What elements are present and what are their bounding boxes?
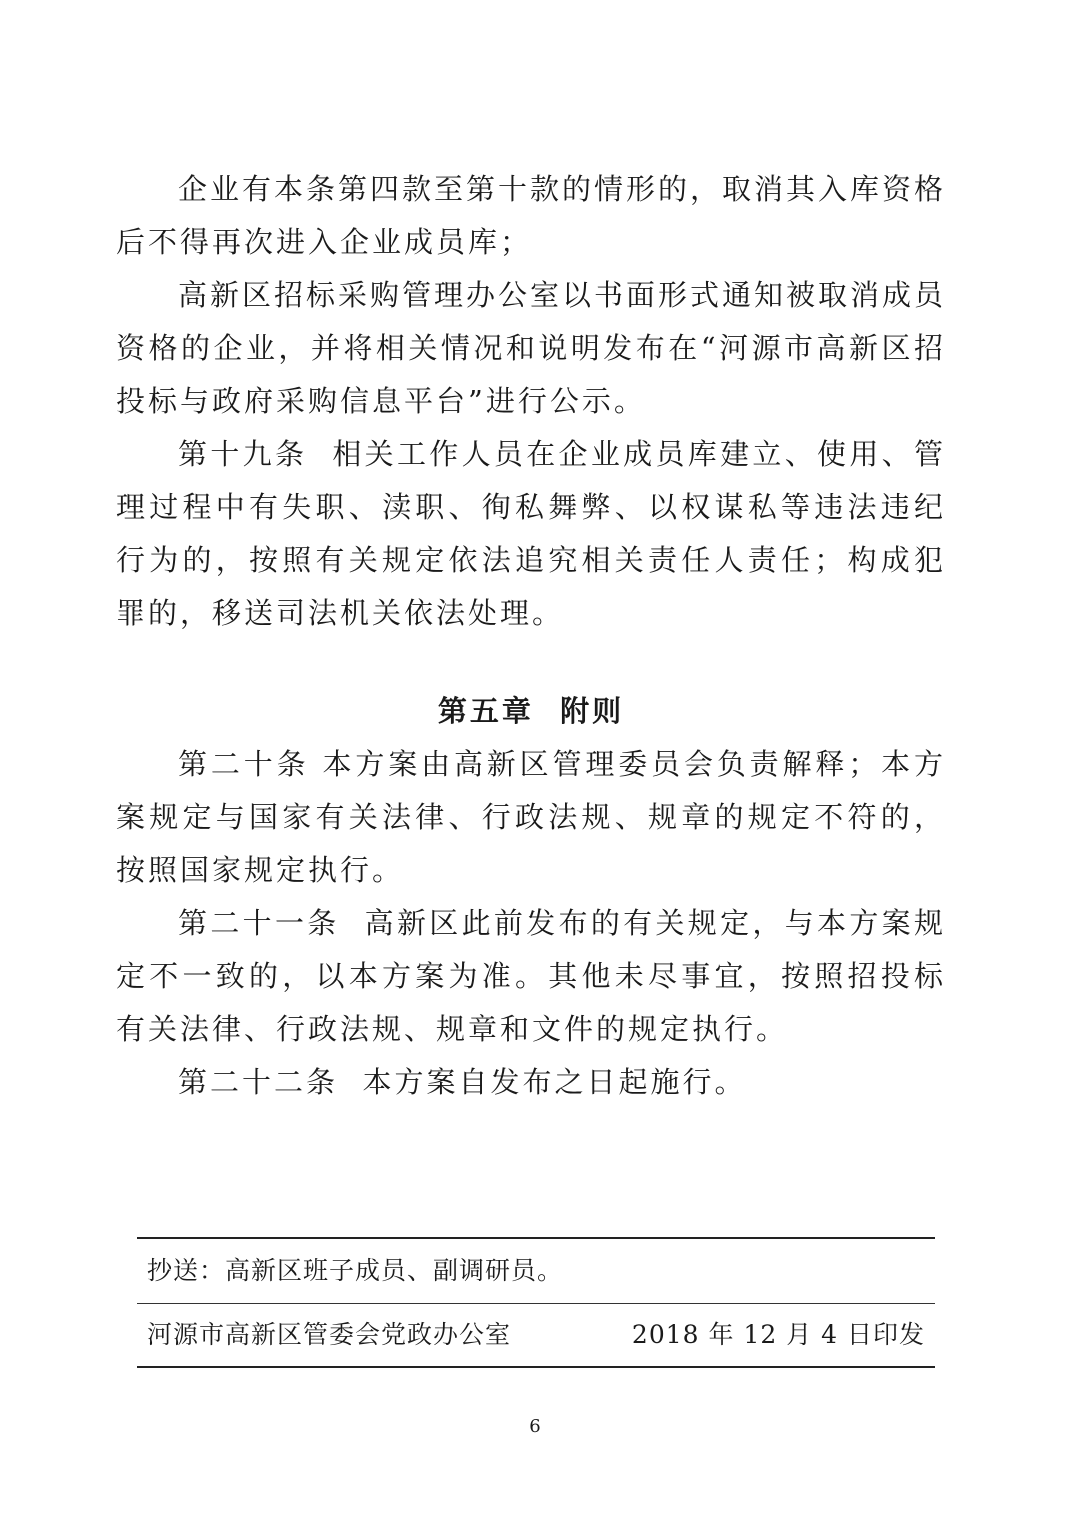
issue-date: 2018 年 12 月 4 日印发 [631,1320,925,1349]
chapter-number: 第五章 [437,694,534,728]
article-label: 第二十二条 [178,1065,339,1099]
article-text: 高新区此前发布的有关规定，与本方案规定不一致的，以本方案为准。其他未尽事宜，按照招投标有关法律、行政法规、规章和文件的规定执行。 [116,906,946,1046]
cc-line [137,1239,935,1303]
article-twenty-two [116,1056,946,1109]
article-text: 本方案由高新区管理委员会负责解释；本方案规定与国家有关法律、行政法规、规章的规定不符的，按照国家规定执行。 [116,747,946,887]
paragraph: 高新区招标采购管理办公室以书面形式通知被取消成员资格的企业，并将相关情况和说明发布在“河源市高新区招投标与政府采购信息平台”进行公示。 [116,278,947,418]
cc-label: 抄送： [147,1256,226,1285]
paragraph: 企业有本条第四款至第十款的情形的，取消其入库资格后不得再次进入企业成员库； [116,172,947,259]
document-body [116,163,946,1109]
footer-bottom-rule [137,1366,935,1368]
article-nineteen [116,428,946,640]
article-label: 第十九条 [178,437,308,471]
article-label: 第二十条 [178,747,310,781]
page-number: 6 [529,1416,541,1437]
article-twenty-one [116,897,946,1056]
article-twenty [116,738,946,897]
article-label: 第二十一条 [178,906,340,940]
document-footer [137,1237,935,1368]
chapter-heading [116,685,946,738]
issuer-line [137,1304,935,1366]
cc-recipients: 高新区班子成员、副调研员。 [225,1256,564,1285]
issuer-name: 河源市高新区管委会党政办公室 [147,1320,512,1349]
chapter-title: 附则 [560,694,625,728]
article-text: 相关工作人员在企业成员库建立、使用、管理过程中有失职、渎职、徇私舞弊、以权谋私等违法违纪行为的，按照有关规定依法追究相关责任人责任；构成犯罪的，移送司法机关依法处理。 [116,437,946,630]
article-text: 本方案自发布之日起施行。 [362,1065,747,1099]
